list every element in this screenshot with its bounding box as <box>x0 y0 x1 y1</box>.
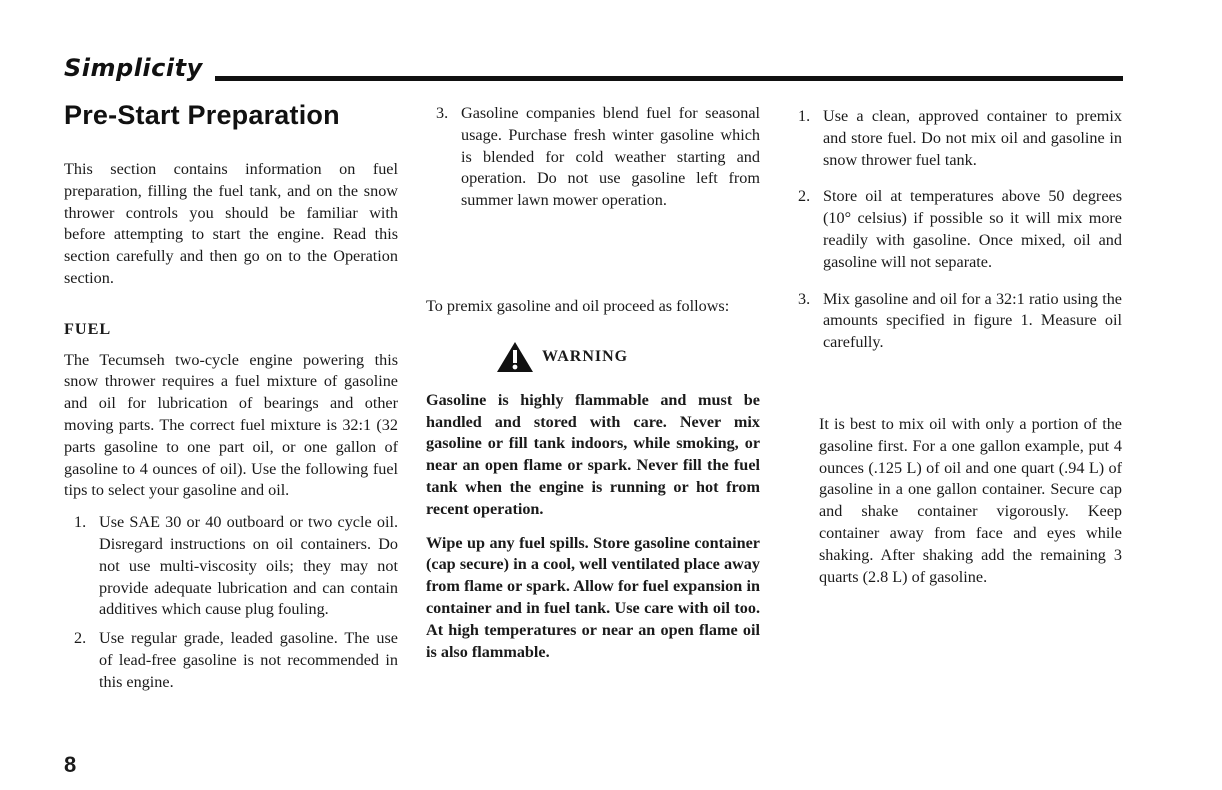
premix-step-2 <box>788 186 1122 273</box>
list-text: Mix gasoline and oil for a 32:1 ratio using the amounts specified in figure 1. Measure oil carefully. <box>823 289 1122 352</box>
list-number: 1. <box>74 513 87 532</box>
list-number: 3. <box>436 104 449 122</box>
header-rule <box>215 76 1123 81</box>
premix-step-1 <box>788 106 1122 171</box>
fuel-tip-3 <box>426 103 760 212</box>
premix-step-3 <box>788 289 1122 354</box>
warning-paragraph-2: Wipe up any fuel spills. Store gasoline container (cap secure) in a cool, well ventilated place away from flame or spark. Allow for fuel expansion in container and in fuel tank. Use care with oil too. At high temperatures or near an open flame oil is also flammable. <box>426 533 760 661</box>
fuel-heading: FUEL <box>64 319 112 338</box>
page-title: Pre-Start Preparation <box>64 100 340 130</box>
intro-paragraph: This section contains information on fuel preparation, filling the fuel tank, and on the snow thrower controls you should be familiar with before attempting to start the engine. Read this section carefully and then go on to the Operation section. <box>64 160 398 287</box>
list-text: Gasoline companies blend fuel for seasonal usage. Purchase fresh winter gasoline which is blended for cold weather starting and operation. Do not use gasoline left from summer lawn mower operation. <box>461 104 760 210</box>
list-text: Use a clean, approved container to premix and store fuel. Do not mix oil and gasoline in snow thrower fuel tank. <box>823 107 1122 169</box>
simplicity-logo: Simplicity <box>64 54 203 82</box>
fuel-paragraph: The Tecumseh two-cycle engine powering this snow thrower requires a fuel mixture of gasoline and oil for lubrication of bearings and other moving parts. The correct fuel mixture is 32:1 (32 parts gasoline to one part oil, or one gallon of gasoline to 4 ounces of oil). Use the following fuel tips to select your gasoline and oil. <box>64 350 398 500</box>
list-number: 1. <box>798 107 811 125</box>
premix-intro: To premix gasoline and oil proceed as follows: <box>426 296 730 315</box>
list-text: Use SAE 30 or 40 outboard or two cycle oil. Disregard instructions on oil containers. Do not use multi-viscosity oils; they may not provide adequate lubrication and can contain additives which cause plug fouling. <box>99 513 398 619</box>
mixing-tip <box>788 414 1122 588</box>
column-3 <box>788 106 1122 588</box>
warning-header <box>496 340 760 374</box>
list-text: Use regular grade, leaded gasoline. The use of lead-free gasoline is not recommended in this engine. <box>99 629 398 691</box>
list-number: 2. <box>798 187 811 206</box>
list-number: 2. <box>74 629 87 648</box>
warning-label: WARNING <box>542 347 629 365</box>
column-1 <box>64 159 398 694</box>
warning-paragraph-1: Gasoline is highly flammable and must be handled and stored with care. Never mix gasoline or fill tank indoors, while smoking, or near an open flame or spark. Never fill the fuel tank when the engine is running or hot from recent operation. <box>426 390 760 518</box>
column-2 <box>426 103 760 663</box>
warning-icon <box>496 340 534 374</box>
page-number: 8 <box>64 752 77 777</box>
fuel-tip-2 <box>64 628 398 693</box>
mixing-tip-text: It is best to mix oil with only a portion of the gasoline first. For a one gallon example, put 4 ounces (.125 L) of oil and one quart (.94 L) of gasoline in a one gallon container. Secure cap and shake container vigorously. Keep container away from face and eyes while shaking. After shaking add the remaining 3 quarts (2.8 L) of gasoline. <box>819 414 1122 586</box>
list-number: 3. <box>798 289 811 308</box>
fuel-tip-1 <box>64 512 398 621</box>
list-text: Store oil at temperatures above 50 degrees (10° celsius) if possible so it will mix more readily with gasoline. Once mixed, oil and gasoline will not separate. <box>823 187 1122 271</box>
